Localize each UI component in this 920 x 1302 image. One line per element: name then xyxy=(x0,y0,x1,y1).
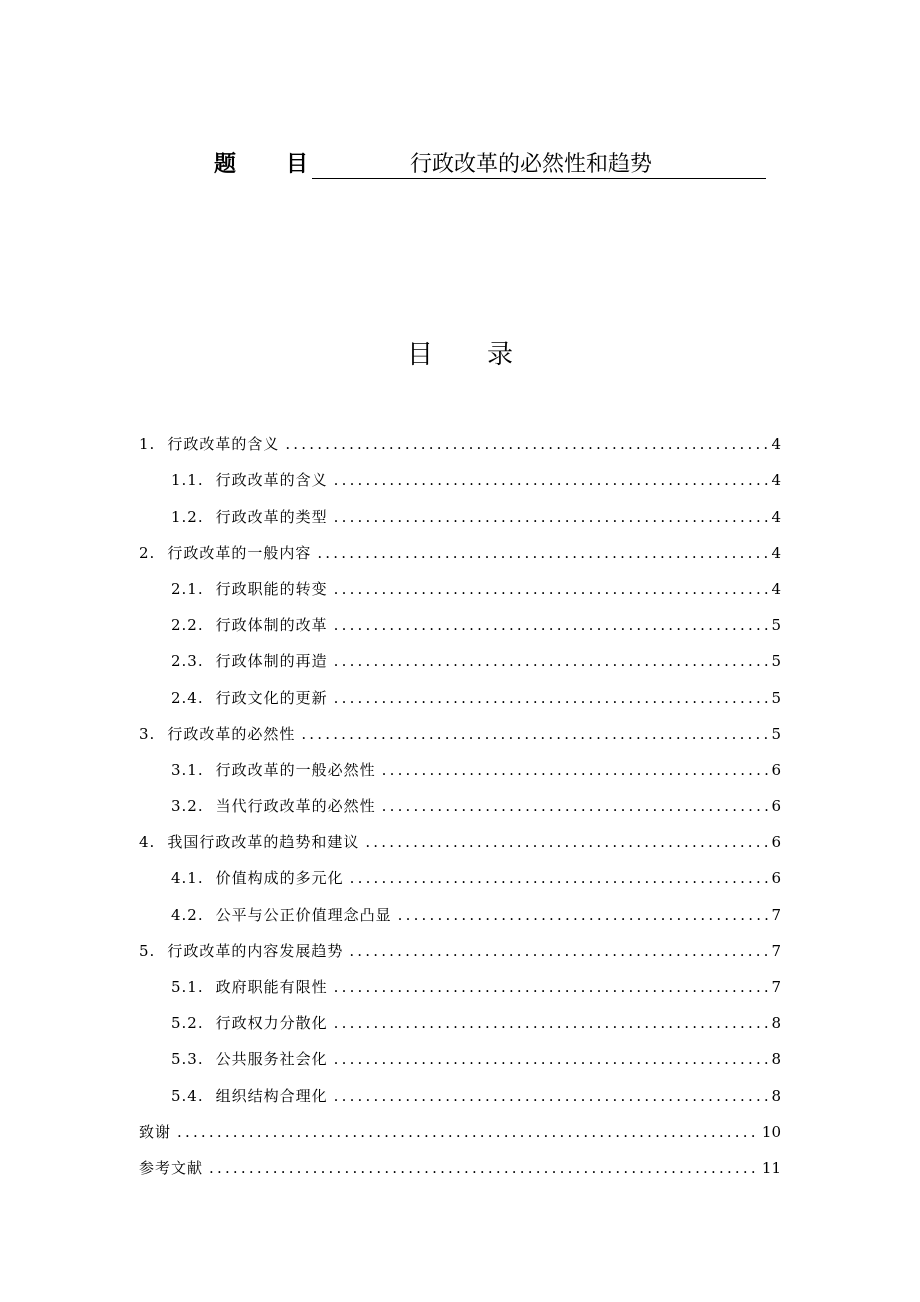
toc-entry-page: 8 xyxy=(771,1014,781,1033)
toc-entry-page: 6 xyxy=(771,833,781,852)
toc-entry-page: 7 xyxy=(771,978,781,996)
toc-entry[interactable] xyxy=(139,752,781,788)
toc-entry-page: 5 xyxy=(771,652,781,671)
toc-entry-page: 10 xyxy=(761,1122,781,1141)
toc-entry[interactable] xyxy=(139,462,781,498)
toc-dot-leader xyxy=(177,1114,760,1150)
toc-entry-page: 4 xyxy=(771,471,781,490)
document-title: 行政改革的必然性和趋势 xyxy=(410,152,653,177)
toc-entry-title: 价值构成的多元化 xyxy=(215,869,344,888)
toc-entry-title: 行政文化的更新 xyxy=(215,688,328,707)
toc-entry-number: 4.2. xyxy=(171,905,204,924)
toc-dot-leader xyxy=(301,716,769,752)
toc-dot-leader xyxy=(334,1005,770,1041)
toc-entry-page: 4 xyxy=(771,507,781,526)
toc-entry-title: 我国行政改革的趋势和建议 xyxy=(167,833,360,852)
toc-entry-title: 行政改革的含义 xyxy=(215,471,328,490)
toc-entry-number: 1.2. xyxy=(171,507,204,526)
toc-entry-page: 11 xyxy=(761,1158,781,1177)
toc-dot-leader xyxy=(349,933,769,969)
toc-entry-title: 行政体制的改革 xyxy=(215,616,328,635)
toc-entry-page: 6 xyxy=(771,760,781,779)
toc-entry[interactable] xyxy=(139,679,781,715)
toc-dot-leader xyxy=(398,897,770,933)
toc-entry[interactable] xyxy=(139,426,781,462)
toc-entry-page: 6 xyxy=(771,797,781,816)
toc-dot-leader xyxy=(285,426,769,462)
toc-dot-leader xyxy=(350,860,770,896)
toc-entry-number: 5.3. xyxy=(171,1050,204,1069)
toc-entry[interactable] xyxy=(139,1114,781,1150)
toc-entry-page: 8 xyxy=(771,1086,781,1105)
toc-entry[interactable] xyxy=(139,1005,781,1041)
toc-dot-leader xyxy=(334,969,770,1005)
toc-entry-title: 参考文献 xyxy=(139,1158,204,1177)
toc-entry-title: 公共服务社会化 xyxy=(215,1050,328,1069)
toc-entry-page: 8 xyxy=(771,1050,781,1069)
toc-entry-number: 5. xyxy=(139,941,156,960)
table-of-contents xyxy=(139,426,781,1186)
toc-entry-number: 5.4. xyxy=(171,1086,204,1105)
toc-dot-leader xyxy=(382,752,770,788)
toc-entry[interactable] xyxy=(139,498,781,534)
toc-entry-number: 3.2. xyxy=(171,797,204,816)
toc-dot-leader xyxy=(317,535,769,571)
toc-dot-leader xyxy=(334,643,770,679)
toc-entry-number: 2.2. xyxy=(171,616,204,635)
toc-entry-number: 4. xyxy=(139,833,156,852)
toc-entry[interactable] xyxy=(139,571,781,607)
toc-entry[interactable] xyxy=(139,969,781,1005)
toc-entry-number: 2.1. xyxy=(171,579,204,598)
toc-entry[interactable] xyxy=(139,933,781,969)
toc-entry-title: 行政改革的类型 xyxy=(215,507,328,526)
toc-entry-title: 行政改革的一般内容 xyxy=(167,543,312,562)
toc-entry-number: 5.1. xyxy=(171,978,204,996)
toc-entry-number: 4.1. xyxy=(171,869,204,888)
toc-entry-title: 行政职能的转变 xyxy=(215,579,328,598)
toc-entry-number: 2.4. xyxy=(171,688,204,707)
toc-entry-page: 4 xyxy=(771,435,781,454)
toc-dot-leader xyxy=(334,680,770,716)
toc-entry-title: 公平与公正价值理念凸显 xyxy=(215,905,392,924)
toc-entry-number: 2. xyxy=(139,543,156,562)
toc-entry[interactable] xyxy=(139,1150,781,1186)
toc-dot-leader xyxy=(334,1078,770,1114)
toc-entry[interactable] xyxy=(139,788,781,824)
toc-entry-title: 行政改革的必然性 xyxy=(167,724,296,743)
toc-entry[interactable] xyxy=(139,607,781,643)
toc-entry[interactable] xyxy=(139,1077,781,1113)
toc-entry-page: 5 xyxy=(771,724,781,743)
toc-entry-title: 当代行政改革的必然性 xyxy=(215,797,376,816)
toc-entry[interactable] xyxy=(139,896,781,932)
toc-entry[interactable] xyxy=(139,860,781,896)
toc-entry-number: 3. xyxy=(139,724,156,743)
toc-entry-page: 5 xyxy=(771,688,781,707)
toc-entry-title: 行政改革的含义 xyxy=(167,435,280,454)
toc-entry-page: 7 xyxy=(771,941,781,960)
toc-entry-title: 行政权力分散化 xyxy=(215,1014,328,1033)
toc-entry-title: 行政体制的再造 xyxy=(215,652,328,671)
toc-entry[interactable] xyxy=(139,824,781,860)
title-row xyxy=(214,150,766,182)
toc-entry-number: 3.1. xyxy=(171,760,204,779)
toc-entry-page: 4 xyxy=(771,579,781,598)
toc-entry-title: 政府职能有限性 xyxy=(215,978,328,996)
toc-entry-page: 7 xyxy=(771,905,781,924)
toc-dot-leader xyxy=(334,462,770,498)
toc-entry-title: 组织结构合理化 xyxy=(215,1086,328,1105)
title-label: 题目 xyxy=(214,152,359,177)
toc-entry-number: 1. xyxy=(139,435,156,454)
toc-entry-title: 致谢 xyxy=(139,1122,172,1141)
toc-entry-page: 6 xyxy=(771,869,781,888)
toc-dot-leader xyxy=(209,1150,760,1186)
toc-entry-page: 4 xyxy=(771,543,781,562)
toc-entry[interactable] xyxy=(139,643,781,679)
toc-entry-title: 行政改革的一般必然性 xyxy=(215,760,376,779)
toc-dot-leader xyxy=(334,607,770,643)
toc-entry-title: 行政改革的内容发展趋势 xyxy=(167,941,344,960)
toc-entry-page: 5 xyxy=(771,616,781,635)
toc-entry-number: 2.3. xyxy=(171,652,204,671)
toc-entry-number: 5.2. xyxy=(171,1014,204,1033)
toc-dot-leader xyxy=(365,824,769,860)
toc-heading: 目录 xyxy=(406,340,567,370)
toc-entry[interactable] xyxy=(139,535,781,571)
toc-entry-number: 1.1. xyxy=(171,471,204,490)
toc-dot-leader xyxy=(382,788,770,824)
toc-dot-leader xyxy=(334,499,770,535)
toc-entry[interactable] xyxy=(139,716,781,752)
toc-dot-leader xyxy=(334,1041,770,1077)
toc-dot-leader xyxy=(334,571,770,607)
toc-entry[interactable] xyxy=(139,1041,781,1077)
